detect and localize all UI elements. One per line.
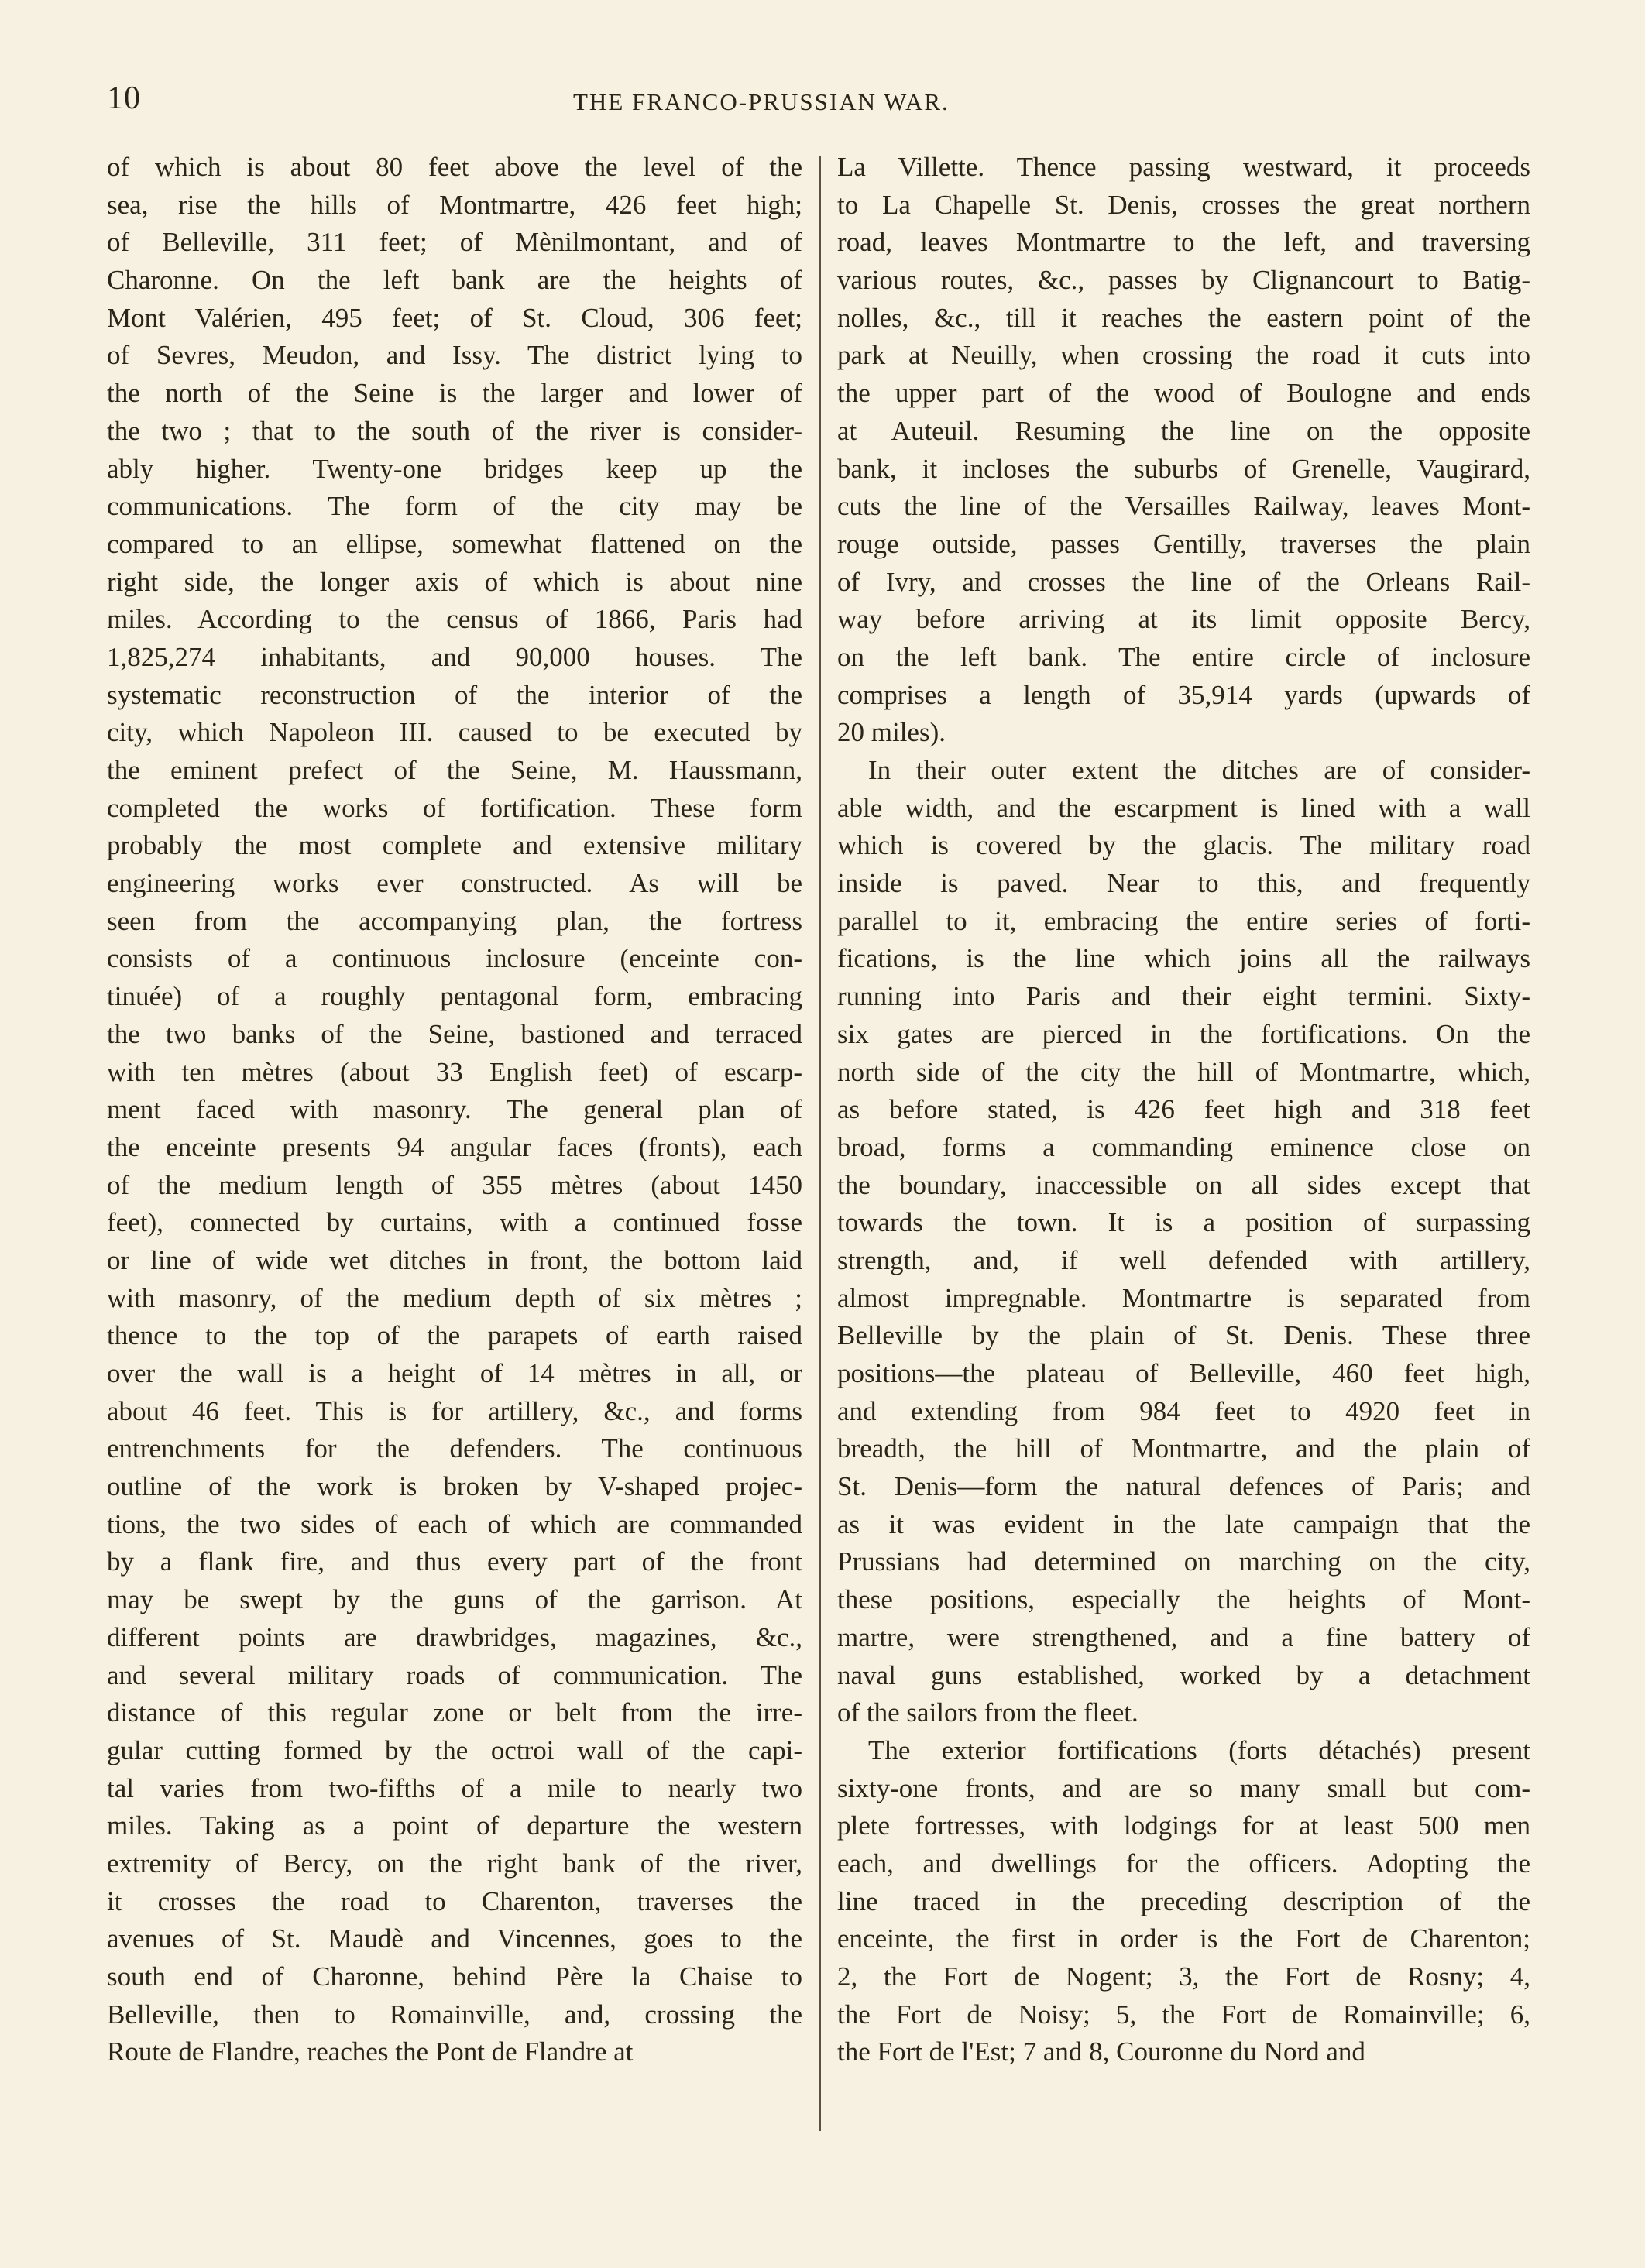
text-line: of which is about 80 feet above the level of the xyxy=(107,152,802,182)
text-line: south end of Charonne, behind Père la Chaise to xyxy=(107,1961,802,1992)
text-line: of Belleville, 311 feet; of Mènilmontant, and of xyxy=(107,227,802,258)
running-head: THE FRANCO-PRUSSIAN WAR. xyxy=(573,88,950,115)
text-line: on the left bank. The entire circle of inclosure xyxy=(837,641,1530,672)
text-line: distance of this regular zone or belt from the irre- xyxy=(107,1697,802,1728)
text-line: running into Paris and their eight termini. Sixty- xyxy=(837,981,1530,1012)
text-line: as it was evident in the late campaign that the xyxy=(837,1508,1530,1539)
text-line: martre, were strengthened, and a fine battery of xyxy=(837,1621,1530,1652)
text-line: rouge outside, passes Gentilly, traverses the plain xyxy=(837,528,1530,559)
text-line: compared to an ellipse, somewhat flattened on the xyxy=(107,528,802,559)
left-column xyxy=(107,149,802,2071)
text-line: plete fortresses, with lodgings for at least 500 men xyxy=(837,1810,1530,1841)
text-line: city, which Napoleon III. caused to be executed by xyxy=(107,717,802,748)
text-line: the two banks of the Seine, bastioned and terraced xyxy=(107,1018,802,1049)
column-divider xyxy=(819,156,821,2131)
text-line: La Villette. Thence passing westward, it proceeds xyxy=(837,152,1530,182)
text-line: avenues of St. Maudè and Vincennes, goes to the xyxy=(107,1923,802,1954)
text-line: over the wall is a height of 14 mètres in all, or xyxy=(107,1358,802,1388)
text-line: broad, forms a commanding eminence close on xyxy=(837,1131,1530,1162)
text-line: consists of a continuous inclosure (enceinte con- xyxy=(107,943,802,974)
text-line: right side, the longer axis of which is about nine xyxy=(107,566,802,597)
text-line: completed the works of fortification. These form xyxy=(107,792,802,823)
text-line: towards the town. It is a position of surpassing xyxy=(837,1207,1530,1238)
text-line: park at Neuilly, when crossing the road it cuts into xyxy=(837,340,1530,371)
text-line: by a flank fire, and thus every part of the front xyxy=(107,1546,802,1577)
text-line: Route de Flandre, reaches the Pont de Flandre at xyxy=(107,2036,634,2067)
text-line: the boundary, inaccessible on all sides except that xyxy=(837,1169,1530,1200)
text-line: communications. The form of the city may be xyxy=(107,491,802,522)
text-line: nolles, &c., till it reaches the eastern point of the xyxy=(837,302,1530,333)
text-line: tal varies from two-fifths of a mile to nearly two xyxy=(107,1772,802,1803)
text-line: thence to the top of the parapets of earth raised xyxy=(107,1320,802,1351)
text-line: each, and dwellings for the officers. Adopting the xyxy=(837,1848,1530,1879)
right-column xyxy=(837,149,1530,2071)
text-line: parallel to it, embracing the entire series of forti- xyxy=(837,905,1530,936)
text-line: with ten mètres (about 33 English feet) of escarp- xyxy=(107,1056,802,1087)
text-line: road, leaves Montmartre to the left, and traversing xyxy=(837,227,1530,258)
text-line: almost impregnable. Montmartre is separated from xyxy=(837,1282,1530,1313)
text-line: at Auteuil. Resuming the line on the opposite xyxy=(837,415,1530,446)
text-line: the enceinte presents 94 angular faces (fronts), each xyxy=(107,1131,802,1162)
text-line: Mont Valérien, 495 feet; of St. Cloud, 306 feet; xyxy=(107,302,802,333)
text-line: the north of the Seine is the larger and lower of xyxy=(107,378,802,409)
text-line: Belleville by the plain of St. Denis. These three xyxy=(837,1320,1530,1351)
text-line: comprises a length of 35,914 yards (upwards of xyxy=(837,679,1530,710)
text-line: entrenchments for the defenders. The continuous xyxy=(107,1433,802,1464)
text-line: which is covered by the glacis. The military road xyxy=(837,830,1530,861)
text-line: sea, rise the hills of Montmartre, 426 feet high; xyxy=(107,189,802,220)
text-line: the Fort de l'Est; 7 and 8, Couronne du Nord and xyxy=(837,2036,1365,2067)
text-line: outline of the work is broken by V-shaped projec- xyxy=(107,1471,802,1502)
text-line: the eminent prefect of the Seine, M. Haussmann, xyxy=(107,755,802,785)
text-line: to La Chapelle St. Denis, crosses the great northern xyxy=(837,189,1530,220)
text-line: miles. Taking as a point of departure the western xyxy=(107,1810,802,1841)
text-line: bank, it incloses the suburbs of Grenelle, Vaugirard, xyxy=(837,453,1530,484)
text-line: ment faced with masonry. The general plan of xyxy=(107,1094,802,1125)
text-line: of Sevres, Meudon, and Issy. The district lying to xyxy=(107,340,802,371)
text-line: In their outer extent the ditches are of consider- xyxy=(868,755,1530,785)
text-line: cuts the line of the Versailles Railway, leaves Mont- xyxy=(837,491,1530,522)
text-line: seen from the accompanying plan, the fortress xyxy=(107,905,802,936)
text-line: extremity of Bercy, on the right bank of the river, xyxy=(107,1848,802,1879)
text-line: way before arriving at its limit opposite Bercy, xyxy=(837,604,1530,635)
text-line: naval guns established, worked by a detachment xyxy=(837,1659,1530,1690)
text-line: with masonry, of the medium depth of six mètres ; xyxy=(107,1282,802,1313)
text-line: systematic reconstruction of the interior of the xyxy=(107,679,802,710)
text-line: ably higher. Twenty-one bridges keep up the xyxy=(107,453,802,484)
text-line: probably the most complete and extensive military xyxy=(107,830,802,861)
text-line: and extending from 984 feet to 4920 feet in xyxy=(837,1395,1530,1426)
text-line: enceinte, the first in order is the Fort de Charenton; xyxy=(837,1923,1530,1954)
text-line: about 46 feet. This is for artillery, &c., and forms xyxy=(107,1395,802,1426)
text-line: breadth, the hill of Montmartre, and the plain of xyxy=(837,1433,1530,1464)
text-line: north side of the city the hill of Montmartre, which, xyxy=(837,1056,1530,1087)
text-line: inside is paved. Near to this, and frequently xyxy=(837,868,1530,899)
text-line: line traced in the preceding description of the xyxy=(837,1885,1530,1916)
text-line: Prussians had determined on marching on the city, xyxy=(837,1546,1530,1577)
text-line: of the sailors from the fleet. xyxy=(837,1697,1138,1728)
text-line: able width, and the escarpment is lined with a wall xyxy=(837,792,1530,823)
text-line: Charonne. On the left bank are the heights of xyxy=(107,265,802,296)
text-line: 2, the Fort de Nogent; 3, the Fort de Rosny; 4, xyxy=(837,1961,1530,1992)
text-line: Belleville, then to Romainville, and, crossing the xyxy=(107,1999,802,2030)
text-line: gular cutting formed by the octroi wall of the capi- xyxy=(107,1734,802,1765)
text-line: positions—the plateau of Belleville, 460 feet high, xyxy=(837,1358,1530,1388)
text-line: the two ; that to the south of the river is consider- xyxy=(107,415,802,446)
text-line: as before stated, is 426 feet high and 318 feet xyxy=(837,1094,1530,1125)
text-line: six gates are pierced in the fortifications. On the xyxy=(837,1018,1530,1049)
text-line: it crosses the road to Charenton, traverses the xyxy=(107,1885,802,1916)
text-line: 1,825,274 inhabitants, and 90,000 houses. The xyxy=(107,641,802,672)
text-line: the Fort de Noisy; 5, the Fort de Romainville; 6, xyxy=(837,1999,1530,2030)
text-line: The exterior fortifications (forts détachés) present xyxy=(868,1734,1530,1765)
text-line: or line of wide wet ditches in front, the bottom laid xyxy=(107,1244,802,1275)
text-line: various routes, &c., passes by Clignancourt to Batig- xyxy=(837,265,1530,296)
text-line: tinuée) of a roughly pentagonal form, embracing xyxy=(107,981,802,1012)
text-line: engineering works ever constructed. As will be xyxy=(107,868,802,899)
text-line: 20 miles). xyxy=(837,717,946,748)
text-line: of Ivry, and crosses the line of the Orleans Rail- xyxy=(837,566,1530,597)
text-line: fications, is the line which joins all the railways xyxy=(837,943,1530,974)
text-line: strength, and, if well defended with artillery, xyxy=(837,1244,1530,1275)
text-line: of the medium length of 355 mètres (about 1450 xyxy=(107,1169,802,1200)
text-line: tions, the two sides of each of which are commanded xyxy=(107,1508,802,1539)
text-line: and several military roads of communication. The xyxy=(107,1659,802,1690)
text-line: sixty-one fronts, and are so many small but com- xyxy=(837,1772,1530,1803)
text-line: may be swept by the guns of the garrison. At xyxy=(107,1584,802,1615)
text-line: these positions, especially the heights of Mont- xyxy=(837,1584,1530,1615)
text-line: miles. According to the census of 1866, Paris had xyxy=(107,604,802,635)
text-line: different points are drawbridges, magazines, &c., xyxy=(107,1621,802,1652)
text-line: St. Denis—form the natural defences of Paris; and xyxy=(837,1471,1530,1502)
page-number: 10 xyxy=(107,81,141,116)
text-line: feet), connected by curtains, with a continued fosse xyxy=(107,1207,802,1238)
text-line: the upper part of the wood of Boulogne and ends xyxy=(837,378,1530,409)
